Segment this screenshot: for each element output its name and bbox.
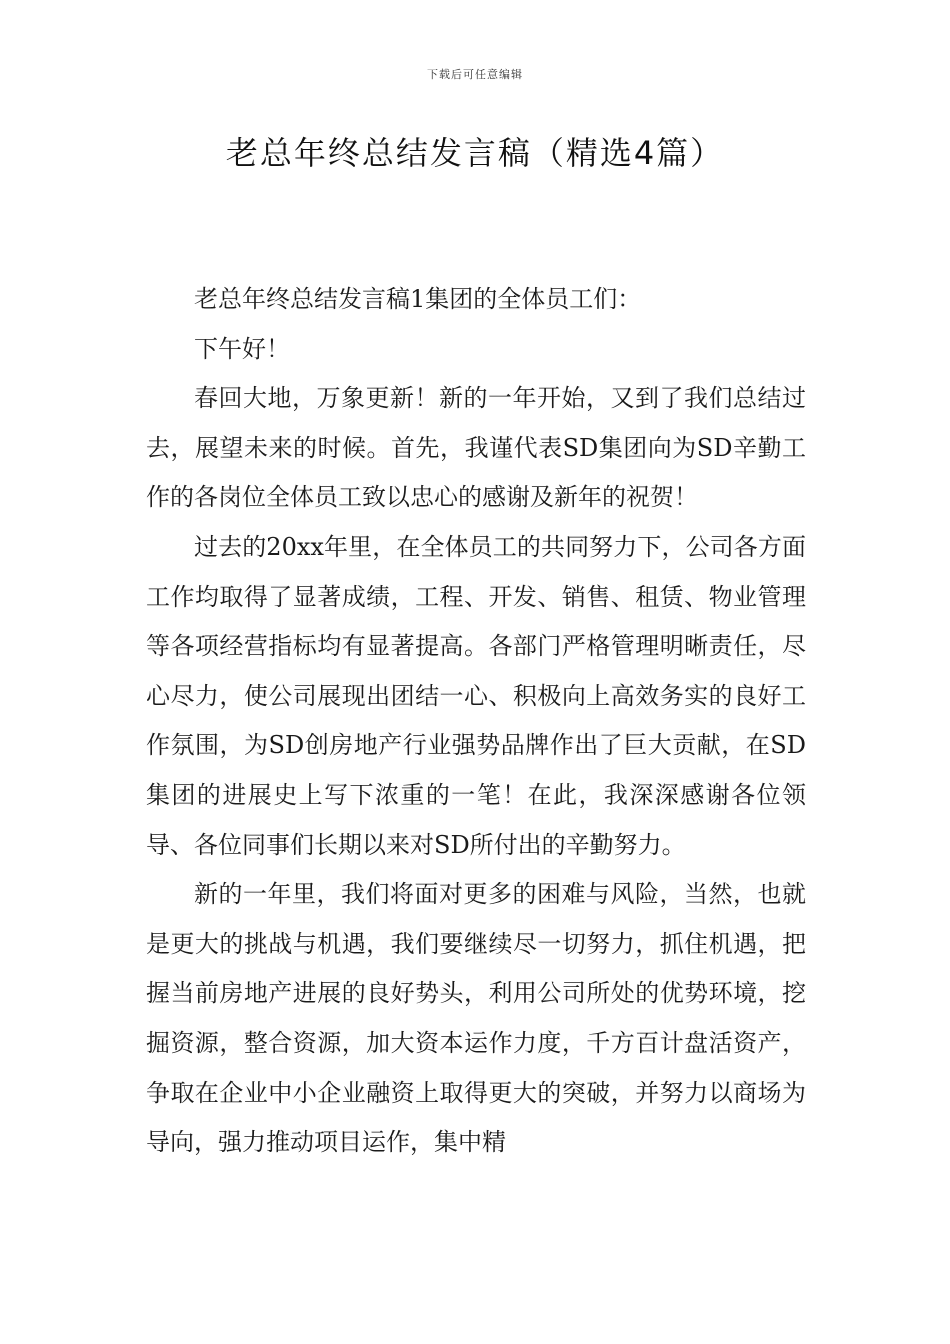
paragraph: 春回大地，万象更新！新的一年开始，又到了我们总结过去，展望未来的时候。首先，我谨代表SD集团向为SD辛勤工作的各岗位全体员工致以忠心的感谢及新年的祝贺！: [146, 384, 806, 512]
paragraph-opening: 老总年终总结发言稿1集团的全体员工们：: [194, 285, 642, 313]
paragraph: 过去的20xx年里，在全体员工的共同努力下，公司各方面工作均取得了显著成绩，工程、开发、销售、租赁、物业管理等各项经营指标均有显著提高。各部门严格管理明晰责任，尽心尽力，使公司展现出团结一心、积极向上高效务实的良好工作氛围，为SD创房地产行业强势品牌作出了巨大贡献，在SD集团的进展史上写下浓重的一笔！在此，我深深感谢各位领导、各位同事们长期以来对SD所付出的辛勤努力。: [146, 532, 806, 859]
header-note: 下载后可任意编辑: [427, 68, 523, 81]
paragraph: 新的一年里，我们将面对更多的困难与风险，当然，也就是更大的挑战与机遇，我们要继续尽一切努力，抓住机遇，把握当前房地产进展的良好势头，利用公司所处的优势环境，挖掘资源，整合资源，加大资本运作力度，千方百计盘活资产，争取在企业中小企业融资上取得更大的突破，并努力以商场为导向，强力推动项目运作，集中精: [146, 880, 806, 1157]
document-title: 老总年终总结发言稿（精选4篇）: [225, 134, 725, 172]
document-body: [146, 275, 806, 1168]
paragraph-greeting: 下午好！: [194, 334, 290, 363]
